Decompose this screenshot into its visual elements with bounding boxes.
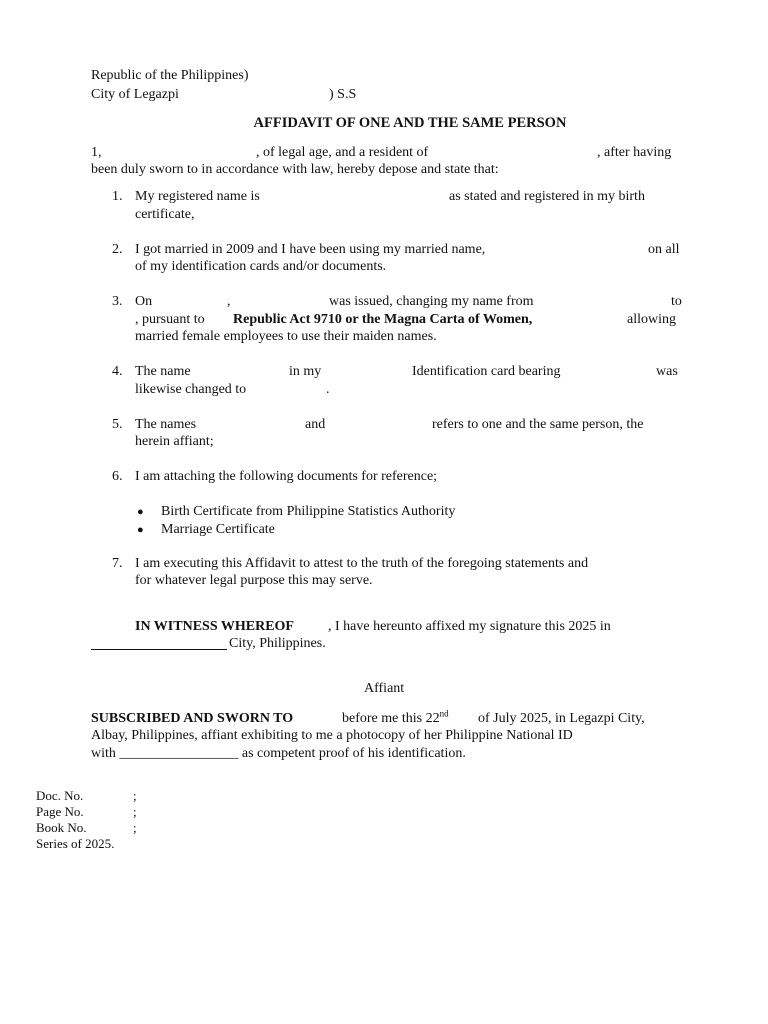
attachment-marriage-certificate: Marriage Certificate [161, 522, 275, 537]
item-3-allowing: allowing [627, 312, 676, 327]
notary-doc-semicolon: ; [133, 788, 137, 803]
notary-page-no: Page No. [36, 804, 84, 819]
item-3-line3: married female employees to use their maiden names. [135, 329, 437, 344]
item-7-text-b: for whatever legal purpose this may serve. [135, 573, 373, 588]
item-4-id-card: Identification card bearing [412, 364, 561, 379]
item-2-text-a: I got married in 2009 and I have been using my married name, [135, 242, 486, 257]
item-3-law: Republic Act 9710 or the Magna Carta of Women, [233, 312, 533, 327]
jurat-heading: SUBSCRIBED AND SWORN TO [91, 711, 294, 726]
item-4-changed: likewise changed to [135, 382, 247, 397]
document-title: AFFIDAVIT OF ONE AND THE SAME PERSON [253, 115, 567, 131]
item-3-comma: , [227, 294, 231, 309]
item-3-pursuant: , pursuant to [135, 312, 205, 327]
jurat-line3: with _________________ as competent proof of his identification. [91, 746, 466, 761]
item-4-number: 4. [112, 364, 123, 379]
attachment-birth-certificate: Birth Certificate from Philippine Statistics Authority [161, 504, 456, 519]
item-3-text-on: On [135, 294, 153, 309]
item-6-text: I am attaching the following documents for reference; [135, 469, 438, 484]
item-1-text-b: as stated and registered in my birth [449, 189, 645, 204]
item-7-number: 7. [112, 556, 123, 571]
item-4-the-name: The name [135, 364, 191, 379]
notary-doc-no: Doc. No. [36, 788, 84, 803]
witness-city: City, Philippines. [229, 636, 326, 651]
witness-text: , I have hereunto affixed my signature this 2025 in [328, 619, 611, 634]
notary-page-semicolon: ; [133, 804, 137, 819]
item-3-to: to [671, 294, 682, 309]
item-4-period: . [326, 382, 330, 397]
header-ss: ) S.S [329, 87, 357, 102]
affiant-label: Affiant [364, 681, 405, 696]
bullet-icon: ● [137, 524, 144, 536]
item-7-text-a: I am executing this Affidavit to attest to the truth of the foregoing statements and [135, 556, 589, 571]
intro-after-having: , after having [597, 145, 672, 160]
item-2-number: 2. [112, 242, 123, 257]
header-republic: Republic of the Philippines) [91, 68, 249, 83]
jurat-date-suffix: nd [439, 708, 449, 719]
header-city: City of Legazpi [91, 87, 179, 102]
item-5-number: 5. [112, 417, 123, 432]
item-1-number: 1. [112, 189, 123, 204]
intro-number: 1, [91, 145, 102, 160]
item-4-in-my: in my [289, 364, 322, 379]
intro-line2: been duly sworn to in accordance with law, hereby depose and state that: [91, 162, 499, 177]
item-1-text-c: certificate, [135, 207, 195, 222]
item-5-refers: refers to one and the same person, the [432, 417, 644, 432]
notary-book-no: Book No. [36, 820, 87, 835]
jurat-date: before me this 22 [342, 711, 440, 726]
intro-legal-age: , of legal age, and a resident of [256, 145, 429, 160]
witness-heading: IN WITNESS WHEREOF [135, 619, 294, 634]
item-3-number: 3. [112, 294, 123, 309]
item-2-text-b: on all [648, 242, 680, 257]
jurat-text-b: of July 2025, in Legazpi City, [478, 711, 645, 726]
item-4-was: was [656, 364, 678, 379]
jurat-line2: Albay, Philippines, affiant exhibiting to me a photocopy of her Philippine National ID [91, 728, 573, 743]
jurat-text-a [342, 710, 449, 727]
item-2-text-c: of my identification cards and/or documents. [135, 259, 387, 274]
notary-book-semicolon: ; [133, 820, 137, 835]
item-5-herein: herein affiant; [135, 434, 214, 449]
bullet-icon: ● [137, 506, 144, 518]
witness-signature-line [91, 635, 227, 655]
item-5-and: and [305, 417, 326, 432]
notary-series: Series of 2025. [36, 836, 115, 851]
item-3-issued: was issued, changing my name from [329, 294, 534, 309]
item-6-number: 6. [112, 469, 123, 484]
item-5-the-names: The names [135, 417, 197, 432]
item-1-text-a: My registered name is [135, 189, 260, 204]
